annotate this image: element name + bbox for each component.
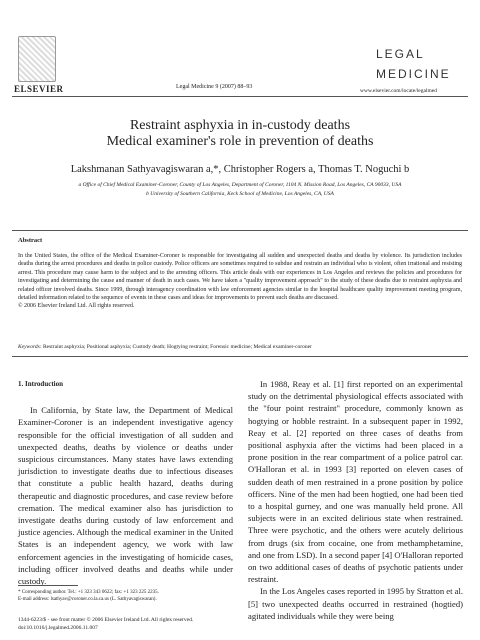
abstract-heading: Abstract (18, 237, 43, 244)
footnote-corresponding: * Corresponding author. Tel.: +1 323 343 0622; fax: +1 323 225 2235. (18, 590, 159, 595)
left-column (18, 378, 233, 587)
article-title (0, 118, 480, 150)
keywords-list: Restraint asphyxia; Positional asphyxia; Custody death; Hogtying restraint; Forensic medicine; Medical examiner-coroner (43, 344, 312, 350)
footnote-rule (18, 585, 78, 586)
section-heading: 1. Introduction (18, 380, 63, 388)
keywords (18, 343, 462, 351)
affiliation-a: a Office of Chief Medical Examiner-Coroner, County of Los Angeles, Department of Coroner, 1104 N. Mission Road, Los Angeles, CA 90033, USA (78, 182, 402, 188)
journal-url[interactable]: www.elsevier.com/locate/legalmed (360, 88, 437, 94)
title-line-2: Medical examiner's role in prevention of deaths (106, 134, 374, 149)
journal-reference: Legal Medicine 9 (2007) 88–93 (176, 84, 253, 90)
right-paragraph-2: In the Los Angeles cases reported in 1995 by Stratton et al. [5] two unexpected deaths occurred in restrained (hogtied) agitated individuals while they were being (248, 586, 463, 621)
doi-line[interactable]: doi:10.1016/j.legalmed.2006.11.007 (18, 625, 98, 631)
footnote-email: E-mail address: lsathyav@coroner.co.la.ca.us (L. Sathyavagiswaran). (18, 597, 157, 602)
intro-paragraph: In California, by State law, the Department of Medical Examiner-Coroner is an independent investigative agency responsible for the official investigation of all sudden and unexpected deaths, deaths by violence or deaths under suspicious circumstances. Many states have laws extending jurisdiction to investigate deaths due to infectious diseases that constitute a public health hazard, deaths during therapeutic and diagnostic procedures, and case review before cremation. The medical examiner also has jurisdiction to investigate deaths during custody of law enforcement and justice agencies. Although the medical examiner in the United States is an independent agency, we work with law enforcement agencies in the investigating of homicide cases, including officer involved deaths and deaths while under custody. (18, 405, 233, 587)
journal-name-line-1: LEGAL (376, 47, 425, 61)
journal-name (376, 44, 451, 84)
copyright-line: © 2006 Elsevier Ireland Ltd. All rights reserved. (18, 303, 135, 310)
right-column (248, 378, 463, 622)
title-line-1: Restraint asphyxia in in-custody deaths (129, 118, 351, 133)
abstract-bottom-rule (12, 356, 468, 357)
abstract-text (18, 252, 462, 311)
abstract-top-rule (12, 230, 468, 231)
abstract-body: In the United States, the office of the Medical Examiner-Coroner is responsible for investigating all sudden and unexpected deaths and deaths by violence. Its jurisdiction includes deaths during the arrest procedures and deaths in police custody. Police officers are sometimes required to subdue and restrain an individual who is violent, often irrational and resisting arrest. This procedure may cause harm to the subject and to the arresting officers. This article deals with our experiences in Los Angeles and reviews the policies and procedures for investigating and determining the cause and manner of death in such cases. We have taken a "quality improvement approach" to the study of these deaths due to restraint asphyxia and related officer involved deaths. Since 1999, through interagency coordination with law enforcement agencies similar to the hospital healthcare quality improvement meeting program, detailed information related to the sequence of events in these cases and ideas for improvements to prevent such deaths are discussed. (18, 253, 462, 302)
issn-line: 1344-6223/$ - see front matter © 2006 Elsevier Ireland Ltd. All rights reserved. (18, 617, 194, 623)
elsevier-logo-icon (18, 36, 56, 82)
affiliations (20, 181, 460, 199)
right-paragraph-1: In 1988, Reay et al. [1] first reported on an experimental study on the detrimental physiological effects associated with the "four point restraint" procedure, commonly known as hogtying or hobble restraint. In a subsequent paper in 1992, Reay et al. [2] reported on three cases of deaths from positional asphyxia after the victims had been placed in a prone position in the rear compartment of a police patrol car. O'Halloran et al. in 1993 [3] reported on eleven cases of sudden death of men restrained in a prone position by police officers. Nine of the men had been hogtied, one had been tied to a hospital gurney, and one was manually held prone. All subjects were in an excited delirious state when restrained. Three were psychotic, and the others were acutely delirious from drugs (six from cocaine, one from methamphetamine, and one from LSD). In a second paper [4] O'Halloran reported on two additional cases of deaths of psychotic patients under restraint. (248, 379, 463, 585)
page-footer (18, 616, 193, 632)
publisher-name: ELSEVIER (14, 84, 64, 94)
affiliation-b: b University of Southern California, Keck School of Medicine, Los Angeles, CA, USA (146, 191, 334, 197)
author-list: Lakshmanan Sathyavagiswaran a,*, Christopher Rogers a, Thomas T. Noguchi b (70, 164, 410, 175)
journal-name-line-2: MEDICINE (376, 67, 451, 81)
keywords-label: Keywords: (18, 344, 42, 350)
header-rule (12, 96, 468, 97)
footnote (18, 589, 238, 603)
